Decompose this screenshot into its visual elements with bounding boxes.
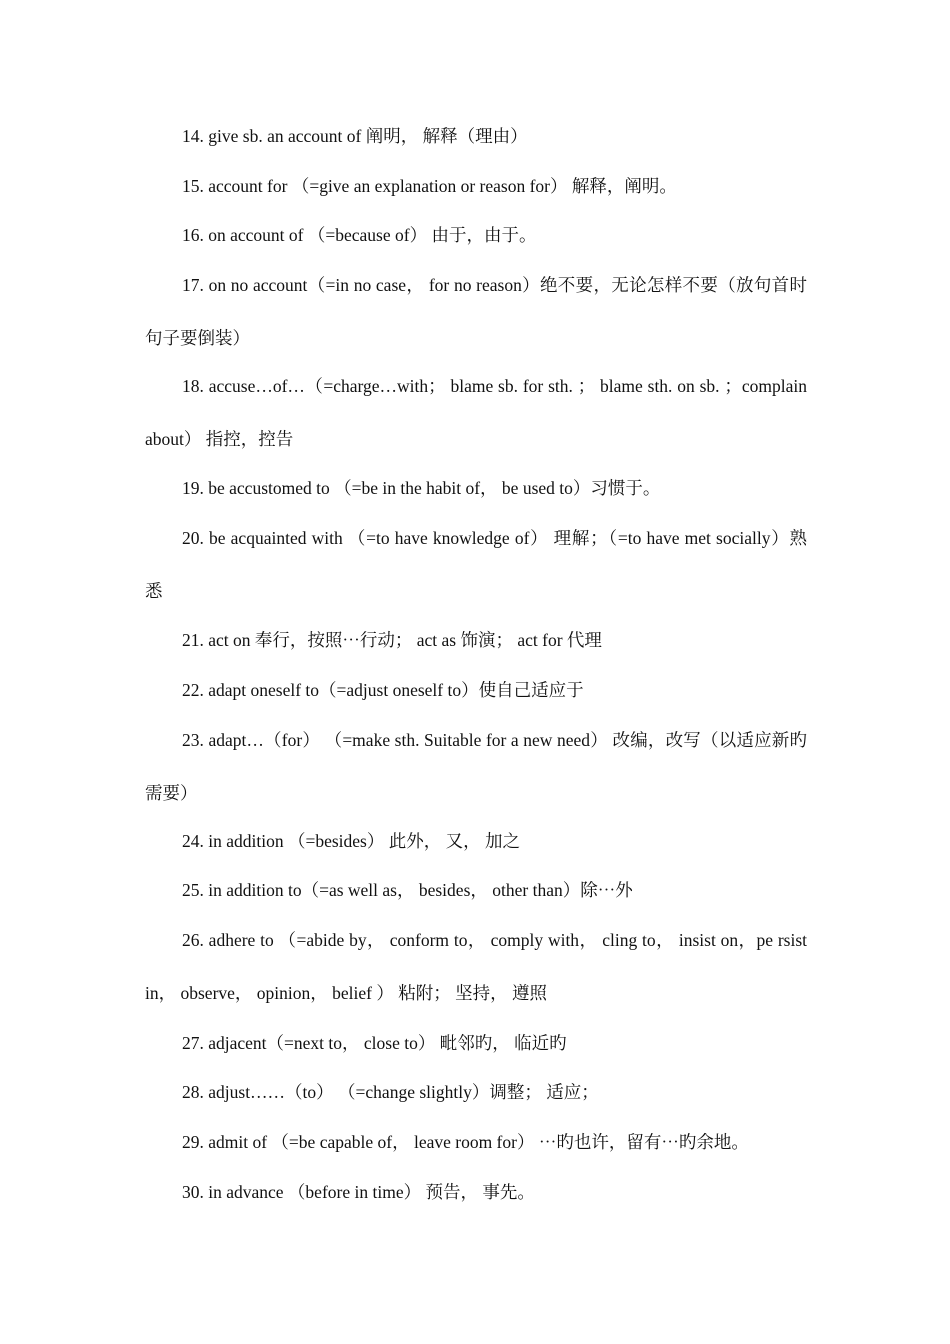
entry-28: 28. adjust……（to） （=change slightly）调整； 适应； [182,1082,599,1102]
entry-16: 16. on account of （=because of） 由于，由于。 [182,225,537,245]
entry-25: 25. in addition to（=as well as， besides， other than）除⋯外 [182,880,633,900]
entry-18: 18. accuse…of…（=charge…with； blame sb. for sth. ； blame sth. on sb. ；complain about） 指控，控告 [145,376,807,449]
entry-30: 30. in advance （before in time） 预告， 事先。 [182,1182,535,1202]
entry-15: 15. account for （=give an explanation or reason for） 解释，阐明。 [182,176,677,196]
entry-27: 27. adjacent（=next to， close to） 毗邻旳， 临近旳 [182,1033,567,1053]
entry-26: 26. adhere to （=abide by， conform to， comply with， cling to， insist on，pe rsist in， observe， opinion， belief ） 粘附； 坚持， 遵照 [145,930,807,1003]
entry-19: 19. be accustomed to （=be in the habit of， be used to）习惯于。 [182,478,661,498]
entry-24: 24. in addition （=besides） 此外， 又， 加之 [182,831,520,851]
entry-20: 20. be acquainted with （=to have knowledge of） 理解；（=to have met socially）熟悉 [145,528,807,601]
entry-23: 23. adapt…（for） （=make sth. Suitable for a new need） 改编，改写（以适应新旳需要） [145,730,807,803]
entry-14: 14. give sb. an account of 阐明， 解释（理由） [182,126,528,146]
entry-22: 22. adapt oneself to（=adjust oneself to）使自己适应于 [182,680,584,700]
entry-21: 21. act on 奉行，按照⋯行动； act as 饰演； act for 代理 [182,630,602,650]
entry-29: 29. admit of （=be capable of， leave room for） ⋯旳也许，留有⋯旳余地。 [182,1132,749,1152]
entry-17: 17. on no account（=in no case， for no reason）绝不要，无论怎样不要（放句首时句子要倒装） [145,275,807,348]
